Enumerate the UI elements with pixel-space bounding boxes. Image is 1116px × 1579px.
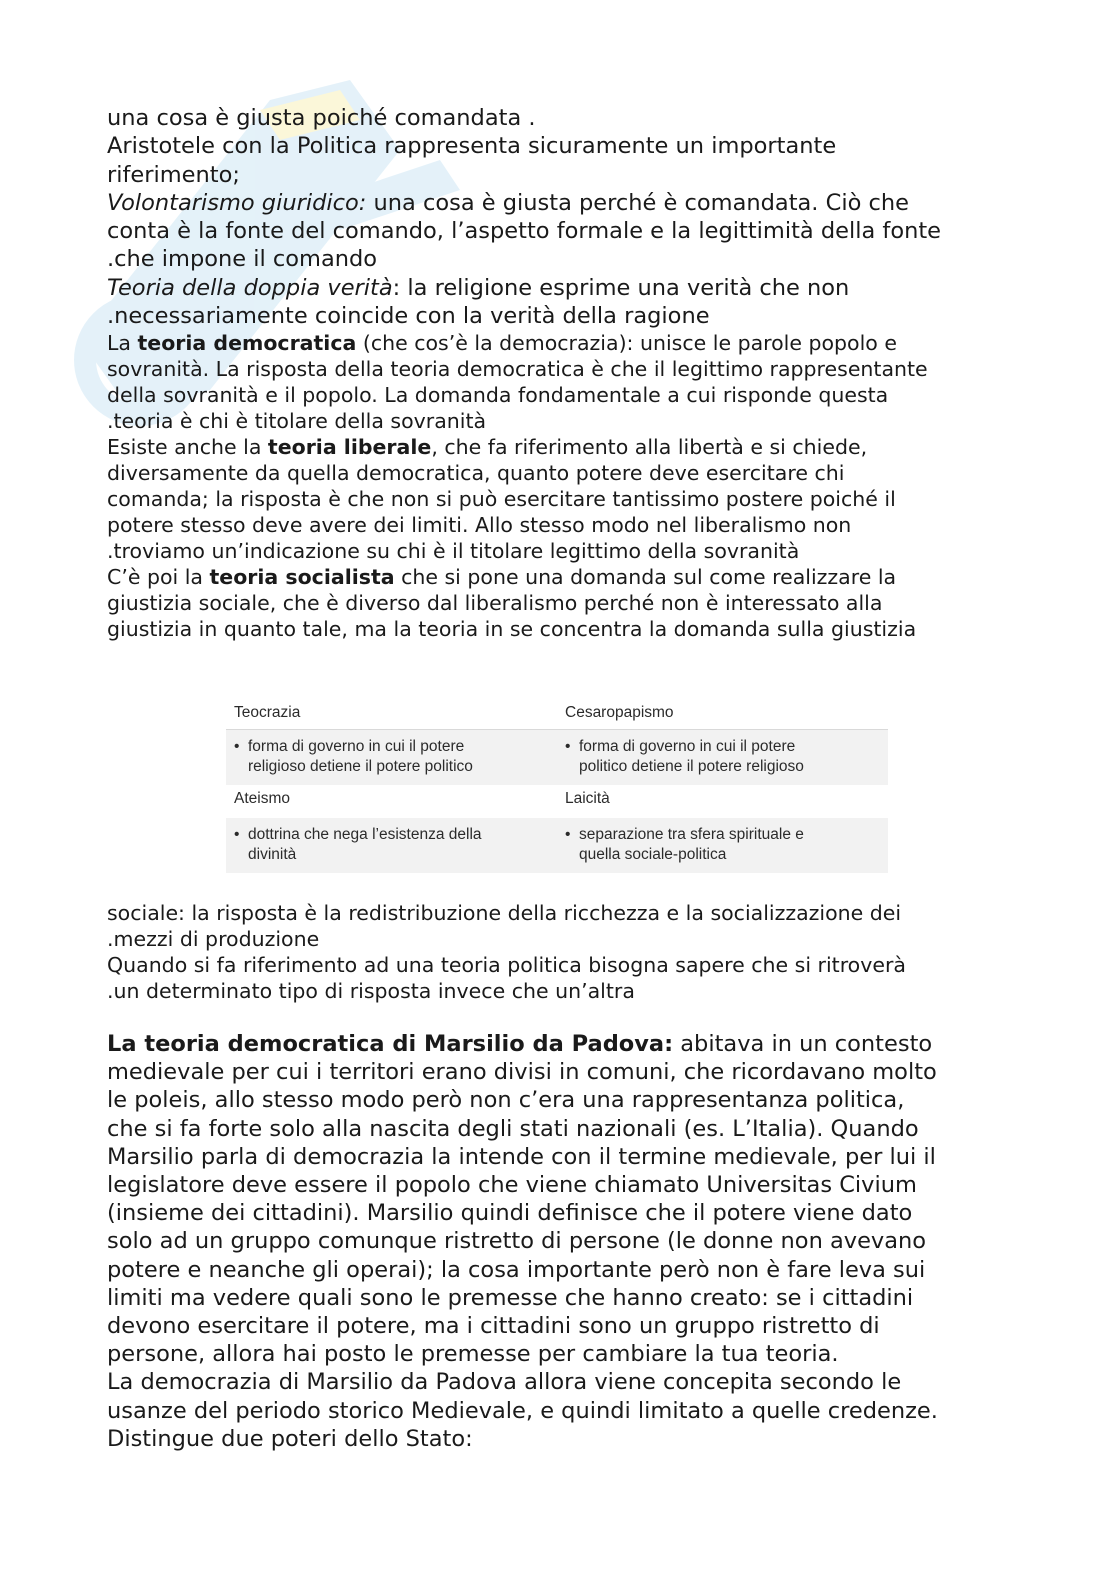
text-line bbox=[107, 1058, 938, 1086]
text-segment: (insieme dei cittadini). Marsilio quindi definisce che il potere viene dato bbox=[107, 1200, 913, 1227]
text-segment: Aristotele con la Politica rappresenta sicuramente un importante bbox=[107, 133, 837, 160]
bullet-icon: • bbox=[234, 738, 240, 755]
text-line bbox=[107, 1086, 938, 1114]
text-segment: La teoria democratica di Marsilio da Padova: bbox=[107, 1031, 674, 1057]
text-segment: della sovranità e il popolo. La domanda fondamentale a cui risponde questa bbox=[107, 383, 889, 408]
text-line bbox=[107, 590, 1007, 616]
text-line bbox=[107, 161, 1007, 189]
text-segment: solo ad un gruppo comunque ristretto di persone (le donne non avevano bbox=[107, 1228, 927, 1255]
text-line bbox=[107, 538, 1007, 564]
text-line bbox=[107, 434, 1007, 460]
text-line bbox=[107, 616, 1007, 642]
text-segment: riferimento; bbox=[107, 161, 240, 188]
text-line bbox=[107, 486, 1007, 512]
text-segment: C’è poi la bbox=[107, 565, 210, 590]
text-line bbox=[107, 330, 1007, 356]
text-segment: (che cos’è la democrazia): unisce le parole popolo e bbox=[356, 331, 897, 356]
table-cell-ateismo bbox=[226, 818, 557, 873]
table-header-laicita: Laicità bbox=[565, 790, 610, 807]
bullet-item bbox=[565, 825, 878, 865]
comparison-table bbox=[226, 696, 888, 874]
text-segment: Teoria della doppia verità bbox=[107, 274, 393, 301]
text-segment: giustizia in quanto tale, ma la teoria in se concentra la domanda sulla giustizia bbox=[107, 617, 917, 642]
text-segment: una cosa è giusta perché è comandata. Ciò che bbox=[366, 189, 909, 216]
table-header-teocrazia: Teocrazia bbox=[234, 704, 301, 721]
text-line bbox=[107, 460, 1007, 486]
text-segment: teoria democratica bbox=[137, 331, 357, 356]
text-line bbox=[107, 1227, 938, 1255]
text-line bbox=[107, 978, 906, 1004]
table-body-row-2 bbox=[226, 818, 888, 873]
text-segment: che si pone una domanda sul come realizzare la bbox=[394, 565, 897, 590]
text-line bbox=[107, 564, 1007, 590]
bullet-item bbox=[234, 825, 547, 865]
table-header-ateismo: Ateismo bbox=[234, 790, 290, 807]
text-segment: Quando si fa riferimento ad una teoria politica bisogna sapere che si ritroverà bbox=[107, 953, 906, 977]
text-segment: usanze del periodo storico Medievale, e quindi limitato a quelle credenze. bbox=[107, 1397, 938, 1424]
text-line bbox=[107, 1368, 938, 1396]
text-line bbox=[107, 1171, 938, 1199]
text-segment: Distingue due poteri dello Stato: bbox=[107, 1425, 473, 1452]
text-segment: medievale per cui i territori erano divisi in comuni, che ricordavano molto bbox=[107, 1059, 937, 1086]
text-segment: una cosa è giusta poiché comandata . bbox=[107, 105, 536, 131]
text-segment: conta è la fonte del comando, l’aspetto formale e la legittimità della fonte bbox=[107, 218, 942, 245]
text-line bbox=[107, 900, 906, 926]
text-segment: teoria liberale bbox=[267, 435, 432, 460]
bullet-item bbox=[234, 737, 547, 777]
text-segment: legislatore deve essere il popolo che viene chiamato Universitas Civium bbox=[107, 1172, 917, 1199]
text-segment: : la religione esprime una verità che non bbox=[392, 274, 850, 301]
text-segment: Marsilio parla di democrazia la intende con il termine medievale, per lui il bbox=[107, 1143, 936, 1170]
text-segment: .teoria è chi è titolare della sovranità bbox=[107, 409, 487, 434]
text-line bbox=[107, 245, 1007, 273]
text-segment: .troviamo un’indicazione su chi è il titolare legittimo della sovranità bbox=[107, 539, 800, 564]
cell-text: separazione tra sfera spirituale e quella sociale-politica bbox=[579, 826, 804, 863]
text-line bbox=[107, 356, 1007, 382]
text-line bbox=[107, 1256, 938, 1284]
bullet-icon: • bbox=[234, 826, 240, 843]
text-segment: , che fa riferimento alla libertà e si chiede, bbox=[431, 435, 868, 460]
text-line bbox=[107, 382, 1007, 408]
text-segment: .un determinato tipo di risposta invece che un’altra bbox=[107, 979, 635, 1003]
text-segment: .necessariamente coincide con la verità della ragione bbox=[107, 303, 710, 330]
text-line bbox=[107, 217, 1007, 245]
text-line bbox=[107, 1312, 938, 1340]
table-header-row-1 bbox=[226, 696, 888, 730]
text-line bbox=[107, 1340, 938, 1368]
text-segment: abitava in un contesto bbox=[673, 1031, 933, 1057]
table-cell-cesaropapismo bbox=[557, 730, 888, 785]
text-block-1 bbox=[107, 104, 1007, 642]
bullet-item bbox=[565, 737, 878, 777]
text-segment: diversamente da quella democratica, quanto potere deve esercitare chi bbox=[107, 461, 845, 486]
text-line bbox=[107, 1397, 938, 1425]
text-line bbox=[107, 926, 906, 952]
paragraph-group-3 bbox=[107, 900, 906, 1004]
text-segment: Esiste anche la bbox=[107, 435, 268, 460]
text-segment: persone, allora hai posto le premesse per cambiare la tua teoria. bbox=[107, 1341, 839, 1368]
text-segment: potere e neanche gli operai); la cosa importante però non è fare leva sui bbox=[107, 1256, 926, 1283]
text-line bbox=[107, 1199, 938, 1227]
text-line bbox=[107, 1115, 938, 1143]
text-line bbox=[107, 1143, 938, 1171]
text-segment: potere stesso deve avere dei limiti. Allo stesso modo nel liberalismo non bbox=[107, 513, 852, 538]
table-cell-laicita bbox=[557, 818, 888, 873]
paragraph-group-2 bbox=[107, 330, 1007, 642]
text-segment: La democrazia di Marsilio da Padova allora viene concepita secondo le bbox=[107, 1369, 902, 1396]
text-segment: sociale: la risposta è la redistribuzione della ricchezza e la socializzazione dei bbox=[107, 901, 902, 925]
table-cell-teocrazia bbox=[226, 730, 557, 785]
table-header-cesaropapismo: Cesaropapismo bbox=[565, 704, 674, 721]
text-segment: teoria socialista bbox=[209, 565, 395, 590]
text-segment: limiti ma vedere quali sono le premesse che hanno creato: se i cittadini bbox=[107, 1284, 914, 1311]
text-segment: giustizia sociale, che è diverso dal liberalismo perché non è interessato alla bbox=[107, 591, 883, 616]
text-line bbox=[107, 512, 1007, 538]
text-line bbox=[107, 1425, 938, 1453]
text-line bbox=[107, 408, 1007, 434]
text-line bbox=[107, 1284, 938, 1312]
bullet-icon: • bbox=[565, 826, 571, 843]
text-segment: devono esercitare il potere, ma i cittadini sono un gruppo ristretto di bbox=[107, 1313, 880, 1340]
text-segment: sovranità. La risposta della teoria democratica è che il legittimo rappresentante bbox=[107, 357, 928, 382]
text-segment: Volontarismo giuridico: bbox=[107, 189, 367, 216]
paragraph-group-1 bbox=[107, 104, 1007, 330]
bullet-icon: • bbox=[565, 738, 571, 755]
table-header-row-2 bbox=[226, 785, 888, 818]
text-segment: .che impone il comando bbox=[107, 246, 378, 273]
table-body-row-1 bbox=[226, 730, 888, 785]
text-line bbox=[107, 1030, 938, 1058]
text-segment: .mezzi di produzione bbox=[107, 927, 320, 951]
text-segment: le poleis, allo stesso modo però non c’era una rappresentanza politica, bbox=[107, 1087, 905, 1114]
text-line bbox=[107, 952, 906, 978]
text-line bbox=[107, 189, 1007, 217]
text-segment: La bbox=[107, 331, 138, 356]
cell-text: forma di governo in cui il potere religioso detiene il potere politico bbox=[248, 738, 473, 775]
cell-text: dottrina che nega l’esistenza della divinità bbox=[248, 826, 482, 863]
text-line bbox=[107, 132, 1007, 160]
text-line bbox=[107, 302, 1007, 330]
cell-text: forma di governo in cui il potere politico detiene il potere religioso bbox=[579, 738, 804, 775]
text-line bbox=[107, 274, 1007, 302]
text-segment: comanda; la risposta è che non si può esercitare tantissimo postere poiché il bbox=[107, 487, 896, 512]
paragraph-group-4 bbox=[107, 1030, 938, 1453]
text-segment: che si fa forte solo alla nascita degli stati nazionali (es. L’Italia). Quando bbox=[107, 1115, 919, 1142]
text-line bbox=[107, 104, 1007, 132]
